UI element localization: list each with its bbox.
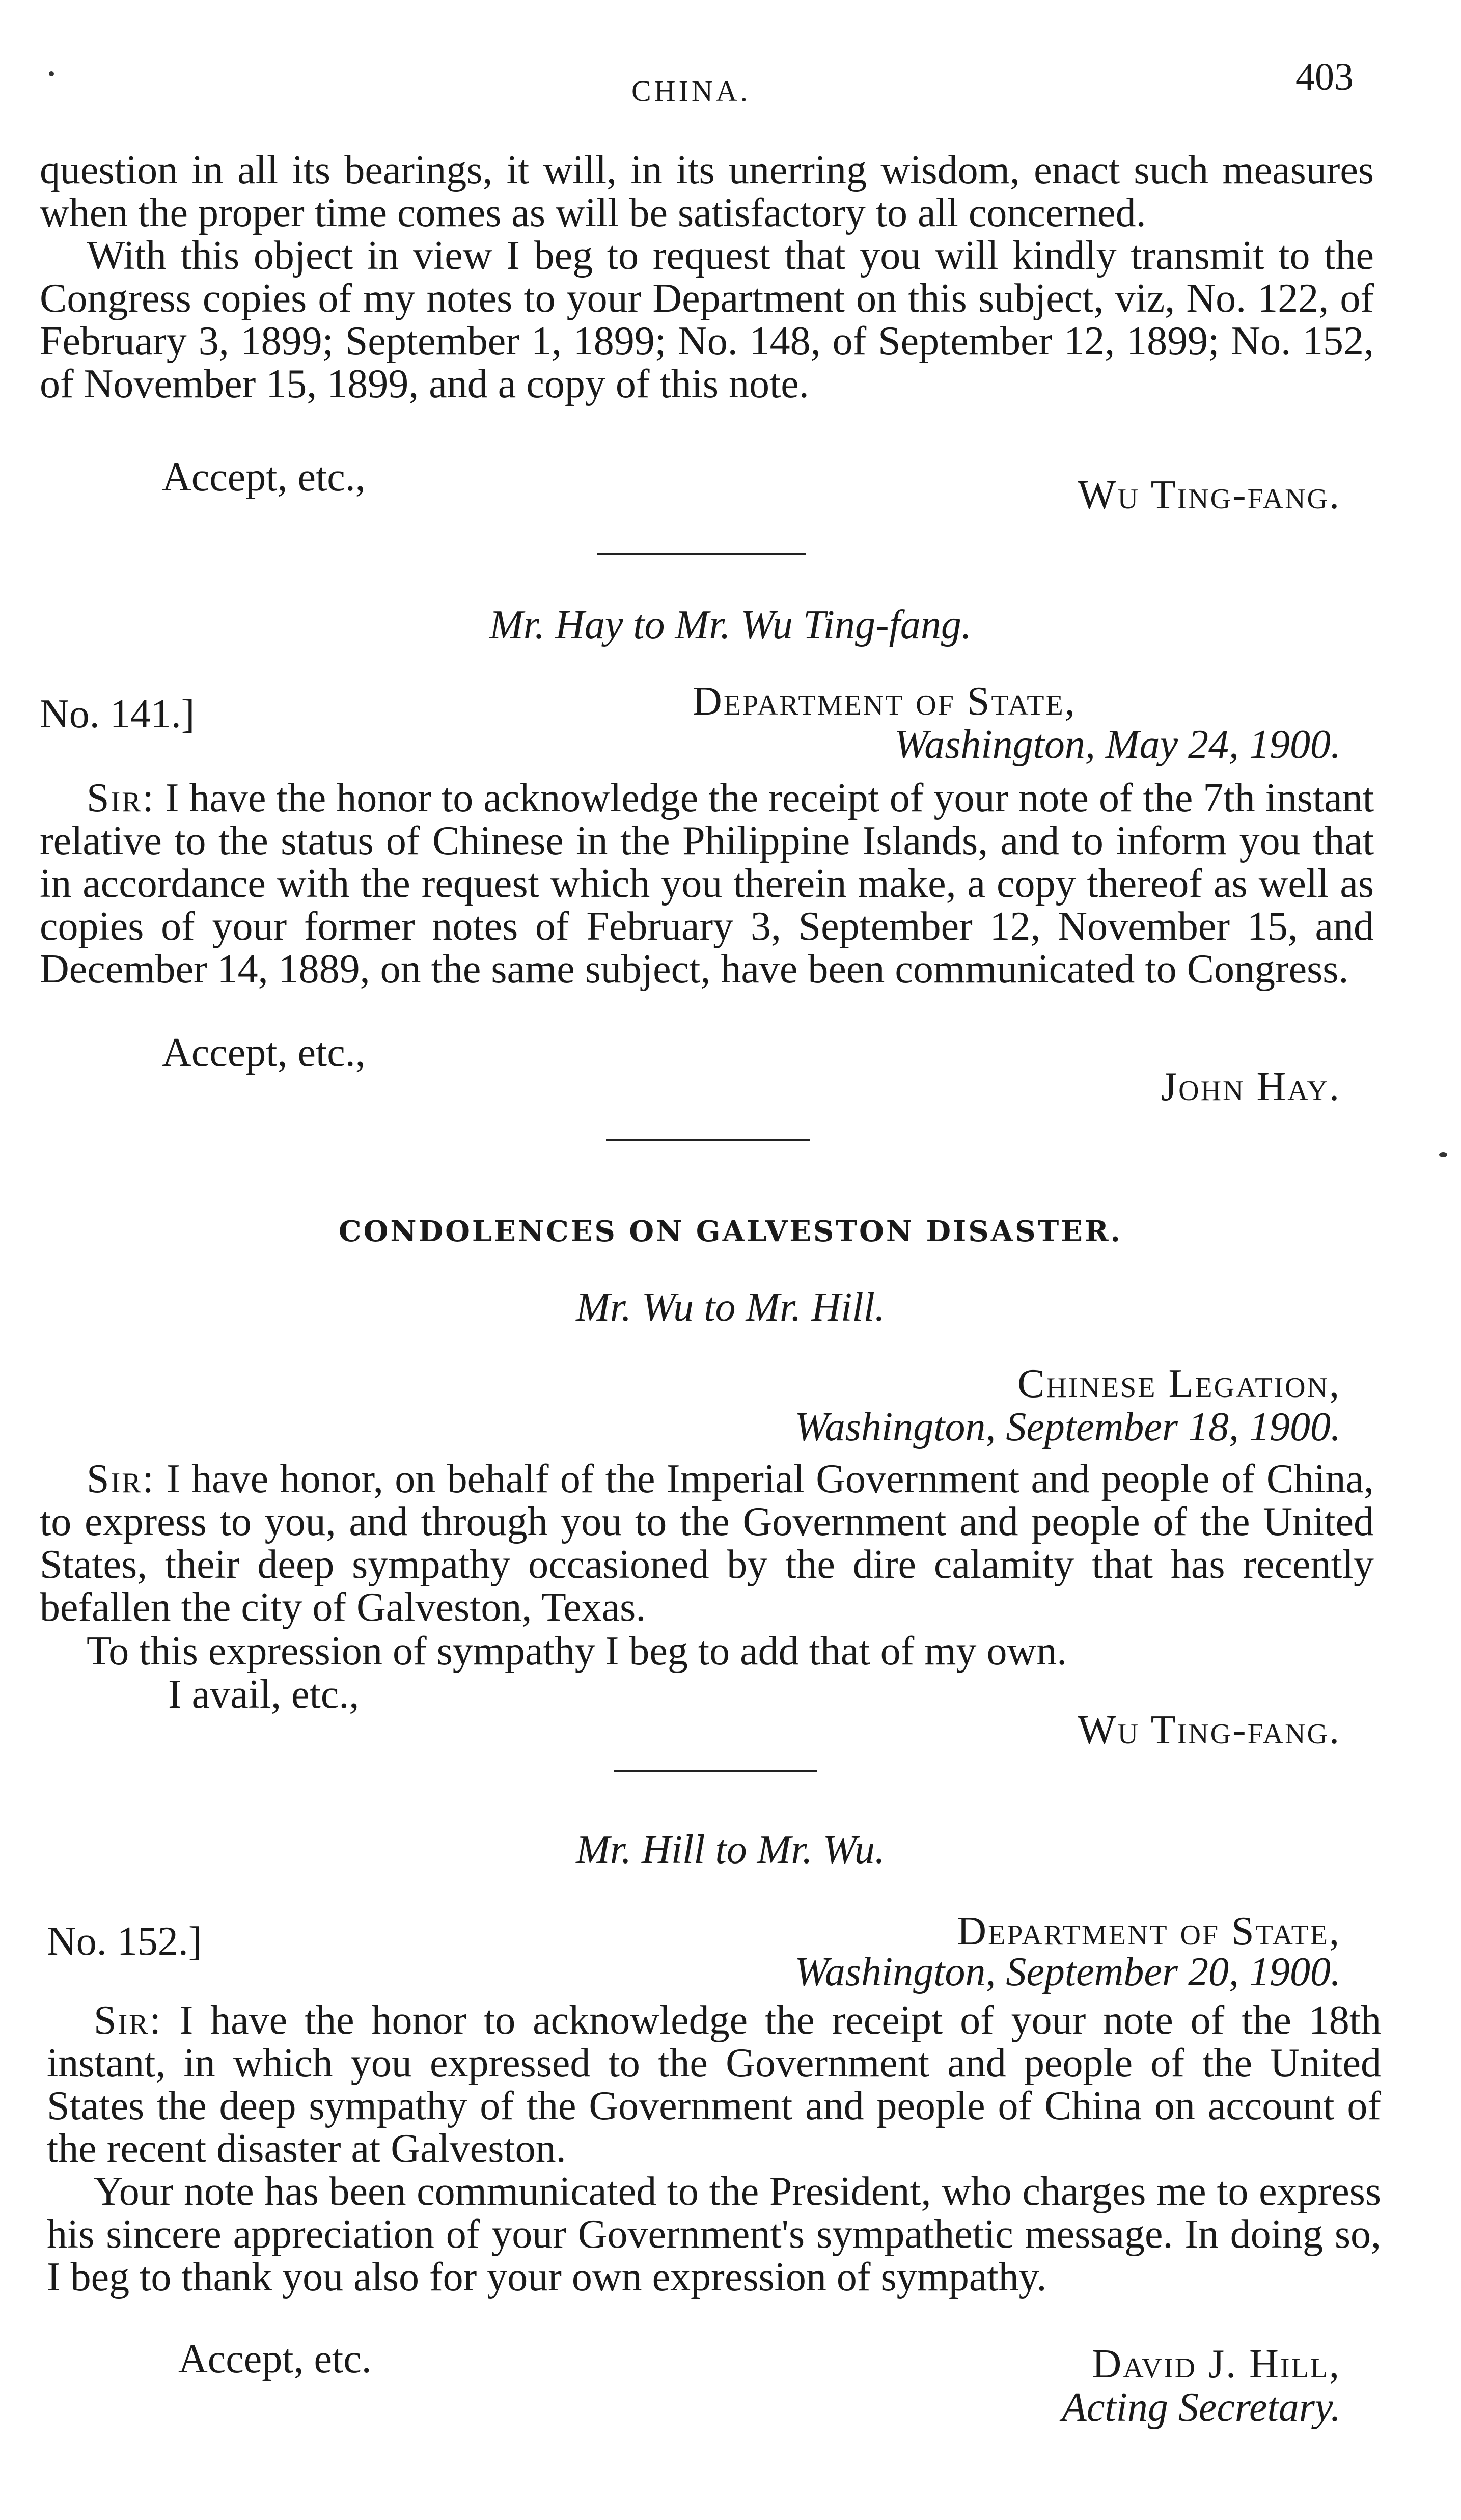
- letter-signature: Wu Ting-fang.: [1078, 1708, 1341, 1752]
- letter-number: No. 152.]: [47, 1919, 202, 1964]
- continued-paragraph: [40, 149, 1374, 405]
- letter-closing: I avail, etc.,: [168, 1672, 360, 1717]
- letter-body: [47, 1999, 1381, 2298]
- letter-place-date: Washington, September 18, 1900.: [794, 1405, 1341, 1449]
- letter-office: Department of State,: [693, 679, 1077, 724]
- letter-closing: Accept, etc.,: [162, 1030, 366, 1075]
- letter-paragraph: To this expression of sympathy I beg to add that of my own.: [87, 1629, 1067, 1674]
- letter-body: [40, 777, 1374, 991]
- note1-paragraph-2: With this object in view I beg to request that you will kindly transmit to the Congress copies of my notes to your Department on this subject, viz, No. 122, of February 3, 1899; September 1, 1899; No. 148, of September 12, 1899; No. 152, of November 15, 1899, and a copy of this note.: [40, 233, 1374, 406]
- salutation: Sir:: [87, 776, 155, 820]
- letter-title: Mr. Hill to Mr. Wu.: [576, 1827, 885, 1872]
- scan-speck: [1439, 1152, 1447, 1157]
- note1-paragraph-1: question in all its bearings, it will, in its unerring wisdom, enact such measures when the proper time comes as will be satisfactory to all concerned.: [40, 148, 1374, 235]
- section-divider: [606, 1139, 810, 1141]
- letter-signature-title: Acting Secretary.: [1062, 2385, 1341, 2430]
- letter-title: Mr. Hay to Mr. Wu Ting-fang.: [489, 602, 972, 647]
- letter-closing: Accept, etc.: [178, 2337, 372, 2381]
- note1-closing: Accept, etc.,: [162, 455, 366, 500]
- letter-place-date: Washington, September 20, 1900.: [794, 1950, 1341, 1994]
- letter-place-date: Washington, May 24, 1900.: [894, 722, 1341, 767]
- letter-body: [40, 1458, 1374, 1629]
- letter-body-text: I have the honor to acknowledge the receipt of your note of the 7th instant relative to the status of Chinese in the Philippine Islands, and to inform you that in accordance with the request which you therein make, a copy thereof as well as copies of your former notes of February 3, September 12, November 15, and December 14, 1889, on the same subject, have been communicated to Congress.: [40, 776, 1374, 992]
- section-divider: [614, 1770, 817, 1772]
- letter-body-text: I have the honor to acknowledge the receipt of your note of the 18th instant, in which you expressed to the Government and people of the United States the deep sympathy of the Government and people of China on account of the recent disaster at Galveston.: [47, 1998, 1381, 2171]
- letter-office: Chinese Legation,: [1017, 1361, 1341, 1406]
- section-divider: [597, 553, 806, 555]
- salutation: Sir:: [87, 1457, 155, 1501]
- letter-body-text: I have honor, on behalf of the Imperial Government and people of China, to express to you, and through you to the Government and people of the United States, their deep sympathy occasioned by the dire calamity that has recently befallen the city of Galveston, Texas.: [40, 1457, 1374, 1630]
- letter-signature: John Hay.: [1161, 1064, 1341, 1109]
- letter-signature: David J. Hill,: [1092, 2342, 1341, 2387]
- letter-paragraph: Your note has been communicated to the President, who charges me to express his sincere appreciation of your Government's sympathetic message. In doing so, I beg to thank you also for your own expression of sympathy.: [47, 2169, 1381, 2299]
- letter-number: No. 141.]: [40, 692, 195, 736]
- section-heading: CONDOLENCES ON GALVESTON DISASTER.: [339, 1215, 1122, 1248]
- scan-speck: [49, 71, 54, 76]
- salutation: Sir:: [94, 1998, 162, 2043]
- running-head: CHINA.: [631, 74, 751, 107]
- note1-signature: Wu Ting-fang.: [1078, 473, 1341, 517]
- page-number: 403: [1295, 56, 1354, 98]
- letter-title: Mr. Wu to Mr. Hill.: [576, 1285, 885, 1330]
- letter-office: Department of State,: [957, 1909, 1341, 1954]
